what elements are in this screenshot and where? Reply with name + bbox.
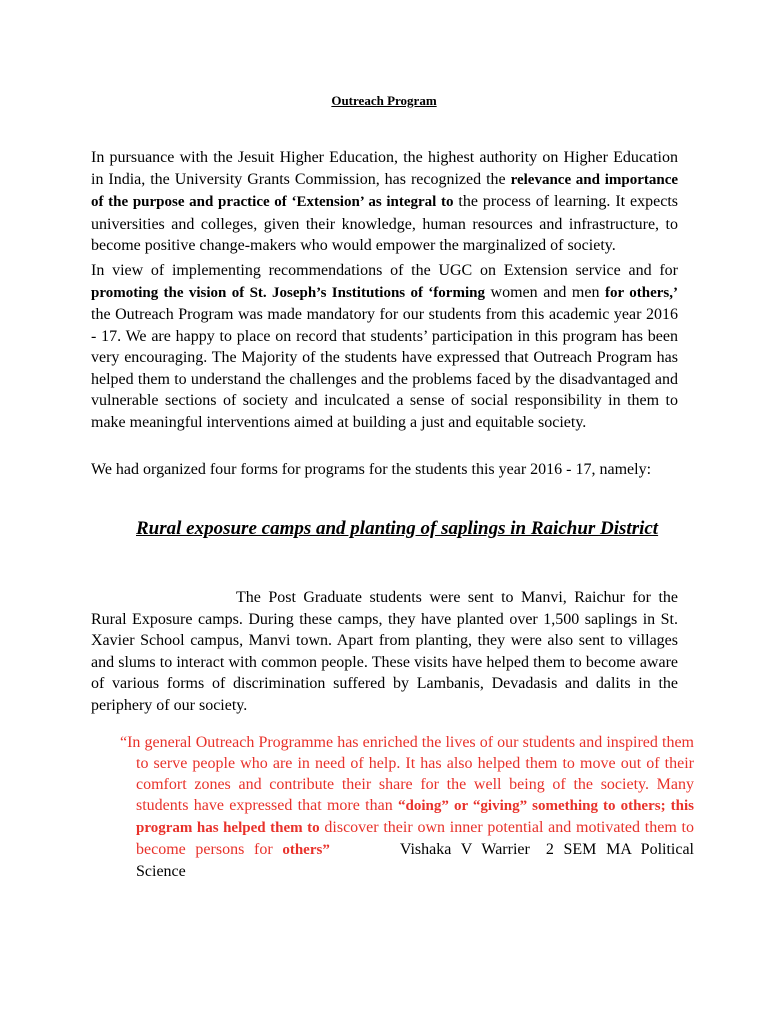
student-testimonial-quote xyxy=(120,732,694,882)
paragraph-ugc-extension xyxy=(91,147,678,257)
quote-text-bold: “doing” or “giving” something to others; this program has helped them to xyxy=(136,798,694,836)
quote-text-c: discover their own inner potential and motivated them to become persons for xyxy=(136,819,694,858)
p2-text-c: women and men xyxy=(484,283,606,301)
quote-course: 2 SEM MA Political Science xyxy=(136,841,695,880)
p2-text-a: In view of implementing recommendations of the UGC on Extension service and for xyxy=(91,262,678,279)
p4-text: The Post Graduate students were sent to Manvi, Raichur for the Rural Exposure camps. During these camps, they have planted over 1,500 saplings in St. Xavier School campus, Manvi town. Apart from planting, they were also sent to villages and slums to interact with common people. These visits have helped them to become aware of various forms of discrimination suffered by Lambanis, Devadasis and dalits in the periphery of our society. xyxy=(91,589,678,714)
p1-text-a: In pursuance with the Jesuit Higher Education, the highest authority on Higher Education in India, the University Grants Commission, has recognized the xyxy=(91,149,678,188)
quote-text-a: “In general Outreach Programme has enriched the lives of our students and inspired them to serve people who are in need of help. It has also helped them to move out of their comfort zones and contribute their share for the well being of the society. Many students have expressed that more than xyxy=(120,734,694,814)
paragraph-outreach-mandate xyxy=(91,260,678,433)
p2-text-e: the Outreach Program was made mandatory for our students from this academic year 2016 - 17. We are happy to place on record that students’ participation in this program has been very encouraging. The Majority of the students have expressed that Outreach Program has helped them to understand the challenges and the problems faced by the disadvantaged and vulnerable sections of society and inculcated a sense of social responsibility in them to make meaningful interventions aimed at building a just and equitable society. xyxy=(91,306,678,431)
p2-text-bold-vision: promoting the vision of St. Joseph’s Institutions of ‘forming xyxy=(91,284,485,301)
quote-author: Vishaka V Warrier xyxy=(399,841,530,858)
paragraph-rural-exposure xyxy=(91,587,678,716)
p2-text-bold-others: for others,’ xyxy=(605,284,678,301)
p1-text-c: the process of learning. It expects universities and colleges, given their knowledge, human resources and infrastructure, to become positive change-makers who would empower the marginalized of society. xyxy=(91,193,679,254)
section-heading-rural-camps: Rural exposure camps and planting of saplings in Raichur District xyxy=(136,518,659,539)
quote-text-others: others” xyxy=(282,842,330,858)
document-title: Outreach Program xyxy=(331,93,437,108)
p1-text-bold: relevance and importance of the purpose and practice of ‘Extension’ as integral to xyxy=(91,171,679,210)
paragraph-four-forms: We had organized four forms for programs for the students this year 2016 - 17, namely: xyxy=(91,461,652,478)
